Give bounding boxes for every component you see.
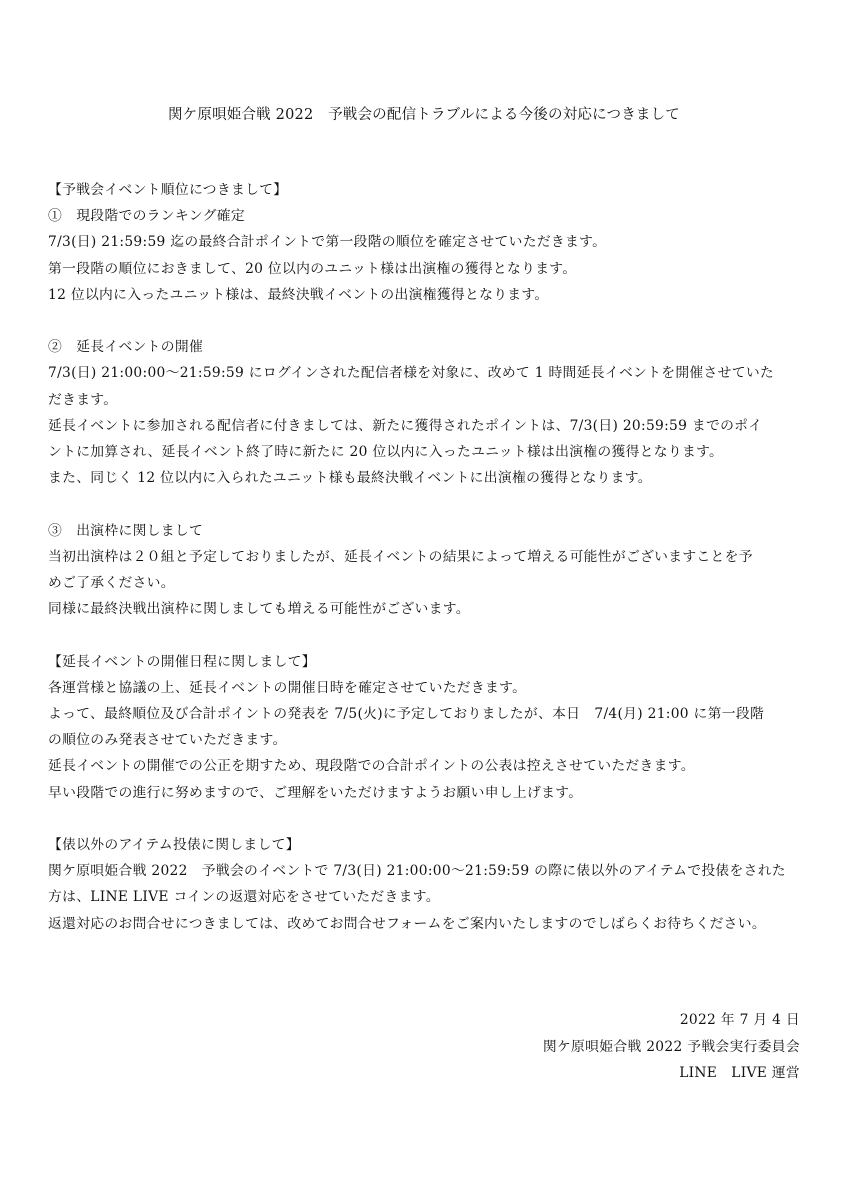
section-gap [48, 622, 818, 648]
signature-block [543, 1007, 800, 1087]
paragraph-line: ントに加算され、延長イベント終了時に新たに 20 位以内に入ったユニット様は出演権の獲得となります。 [48, 444, 724, 461]
document-body [48, 177, 818, 937]
paragraph-line: 返還対応のお問合せにつきましては、改めてお問合せフォームをご案内いたしますのでしばらくお待ちください。 [48, 915, 766, 932]
section-ranking [48, 177, 818, 308]
paragraph-line: 方は、LINE LIVE コインの返還対応をさせていただきます。 [48, 889, 440, 906]
signature-date: 2022 年 7 月 4 日 [679, 1012, 800, 1028]
paragraph-line: 延長イベントの開催での公正を期すため、現段階での合計ポイントの公表は控えさせていただきます。 [48, 758, 695, 775]
section-item-refund [48, 832, 818, 937]
paragraph-line: の順位のみ発表させていただきます。 [48, 732, 287, 749]
section-heading: 【延長イベントの開催日程に関しまして】 [48, 653, 316, 670]
document-title: 関ケ原唄姫合戦 2022 予戦会の配信トラブルによる今後の対応につきまして [167, 107, 681, 123]
section-gap [48, 491, 818, 517]
section-extension-event [48, 334, 818, 491]
section-gap [48, 806, 818, 832]
subsection-heading: ② 延長イベントの開催 [48, 339, 204, 356]
subsection-heading: ① 現段階でのランキング確定 [48, 208, 245, 225]
section-schedule [48, 649, 818, 806]
signature-operator: LINE LIVE 運営 [679, 1065, 800, 1081]
paragraph-line: めご了承ください。 [48, 575, 175, 592]
paragraph-line: 早い段階での進行に努めますので、ご理解をいただけますようお願い申し上げます。 [48, 784, 583, 801]
paragraph-line: 当初出演枠は２０組と予定しておりましたが、延長イベントの結果によって増える可能性がございますことを予 [48, 548, 753, 565]
paragraph-line: 各運営様と協議の上、延長イベントの開催日時を確定させていただきます。 [48, 679, 527, 696]
paragraph-line: だきます。 [48, 391, 118, 408]
paragraph-line: 関ケ原唄姫合戦 2022 予戦会のイベントで 7/3(日) 21:00:00〜21:59:59 の際に俵以外のアイテムで投俵をされた [48, 863, 786, 880]
section-gap [48, 308, 818, 334]
signature-committee: 関ケ原唄姫合戦 2022 予戦会実行委員会 [542, 1038, 800, 1055]
paragraph-line: また、同じく 12 位以内に入られたユニット様も最終決戦イベントに出演権の獲得となります。 [48, 470, 652, 487]
section-heading: 【予戦会イベント順位につきまして】 [48, 182, 288, 198]
paragraph-line: 7/3(日) 21:00:00〜21:59:59 にログインされた配信者様を対象に、改めて 1 時間延長イベントを開催させていた [48, 365, 775, 382]
paragraph-line: 同様に最終決戦出演枠に関しましても増える可能性がございます。 [48, 601, 470, 618]
paragraph-line: 第一段階の順位におきまして、20 位以内のユニット様は出演権の獲得となります。 [48, 260, 577, 277]
paragraph-line: よって、最終順位及び合計ポイントの発表を 7/5(火)に予定しておりましたが、本日 7/4(月) 21:00 に第一段階 [48, 706, 765, 723]
subsection-heading: ③ 出演枠に関しまして [48, 522, 204, 539]
section-performance-slots [48, 518, 818, 623]
paragraph-line: 延長イベントに参加される配信者に付きましては、新たに獲得されたポイントは、7/3(日) 20:59:59 までのポイ [48, 417, 763, 434]
paragraph-line: 7/3(日) 21:59:59 迄の最終合計ポイントで第一段階の順位を確定させていただきます。 [48, 234, 607, 251]
section-heading: 【俵以外のアイテム投俵に関しまして】 [48, 837, 300, 854]
paragraph-line: 12 位以内に入ったユニット様は、最終決戦イベントの出演権獲得となります。 [48, 286, 549, 303]
